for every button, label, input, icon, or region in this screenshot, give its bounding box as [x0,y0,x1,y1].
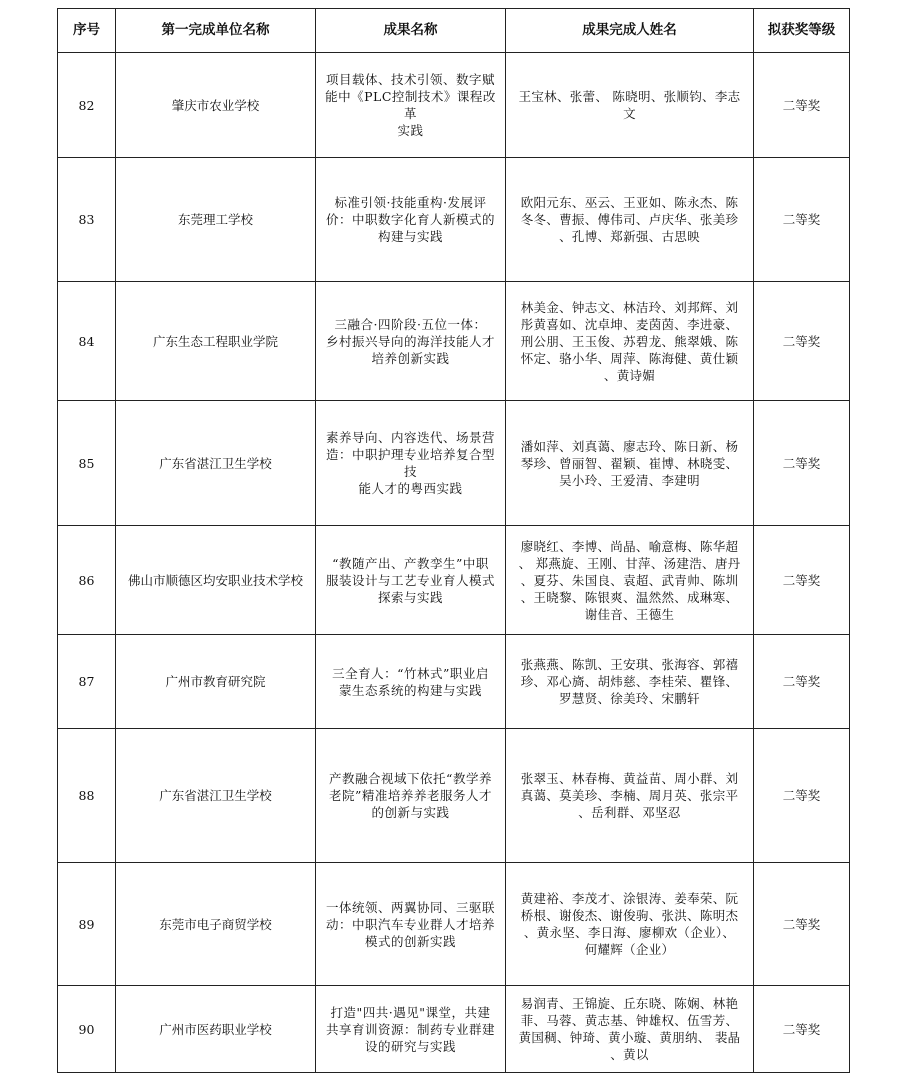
cell-unit: 佛山市顺德区均安职业技术学校 [116,526,316,635]
cell-names: 欧阳元东、巫云、王亚如、陈永杰、陈 冬冬、曹振、傅伟司、卢庆华、张美珍 、孔博、郑新强、古思映 [506,158,754,282]
cell-award: 二等奖 [754,986,850,1073]
cell-names: 张燕燕、陈凯、王安琪、张海容、郭禧 珍、邓心旖、胡炜慈、李桂荣、瞿锋、 罗慧贤、徐美玲、宋鹏轩 [506,635,754,729]
cell-award: 二等奖 [754,526,850,635]
cell-award: 二等奖 [754,282,850,401]
table-header-row [58,9,850,53]
cell-award: 二等奖 [754,729,850,863]
header-award: 拟获奖等级 [754,9,850,53]
cell-unit: 广东省湛江卫生学校 [116,729,316,863]
cell-names: 黄建裕、李茂才、涂银涛、姜奉荣、阮 桥根、谢俊杰、谢俊驹、张洪、陈明杰 、黄永坚、李日海、廖柳欢（企业）、 何耀辉（企业） [506,863,754,986]
cell-title: 产教融合视域下依托“教学养 老院”精准培养养老服务人才 的创新与实践 [316,729,506,863]
header-title: 成果名称 [316,9,506,53]
cell-names: 廖晓红、李博、尚晶、喻意梅、陈华超 、 郑燕旋、王刚、甘萍、汤建浩、唐丹 、夏芬、朱国良、袁超、武青帅、陈圳 、王晓黎、陈银爽、温然然、成琳寒、 谢佳音、王德生 [506,526,754,635]
cell-unit: 肇庆市农业学校 [116,53,316,158]
table-row [58,282,850,401]
table-row [58,863,850,986]
cell-names: 林美金、钟志文、林洁玲、刘邦辉、刘 彤黄喜如、沈卓坤、麦茵茵、李进豪、 刑公朋、王玉俊、苏碧龙、熊翠娥、陈 怀定、骆小华、周萍、陈海健、黄仕颖 、黄诗媚 [506,282,754,401]
cell-title: 三全育人：“竹林式”职业启 蒙生态系统的构建与实践 [316,635,506,729]
cell-award: 二等奖 [754,635,850,729]
cell-title: 素养导向、内容迭代、场景营 造：中职护理专业培养复合型技 能人才的粤西实践 [316,401,506,526]
cell-unit: 东莞理工学校 [116,158,316,282]
cell-unit: 广东生态工程职业学院 [116,282,316,401]
cell-title: 三融合·四阶段·五位一体： 乡村振兴导向的海洋技能人才 培养创新实践 [316,282,506,401]
cell-number: 83 [58,158,116,282]
cell-number: 85 [58,401,116,526]
cell-number: 89 [58,863,116,986]
cell-title: 一体统领、两翼协同、三驱联 动：中职汽车专业群人才培养 模式的创新实践 [316,863,506,986]
cell-unit: 广州市医药职业学校 [116,986,316,1073]
cell-award: 二等奖 [754,53,850,158]
cell-number: 86 [58,526,116,635]
header-number: 序号 [58,9,116,53]
cell-unit: 东莞市电子商贸学校 [116,863,316,986]
table-row [58,635,850,729]
cell-names: 王宝林、张蕾、 陈晓明、张顺钧、李志 文 [506,53,754,158]
header-unit: 第一完成单位名称 [116,9,316,53]
cell-unit: 广东省湛江卫生学校 [116,401,316,526]
table-row [58,729,850,863]
cell-title: 标准引领·技能重构·发展评 价：中职数字化育人新模式的 构建与实践 [316,158,506,282]
cell-names: 易润青、王锦旋、丘东晓、陈娴、林艳 菲、马蓉、黄志基、钟雄权、伍雪芳、 黄国稠、钟琦、黄小璇、黄朋纳、 裴晶 、黄以 [506,986,754,1073]
cell-title: “教随产出、产教孪生”中职 服装设计与工艺专业育人模式 探索与实践 [316,526,506,635]
cell-title: 项目载体、技术引领、数字赋 能中《PLC控制技术》课程改革 实践 [316,53,506,158]
header-names: 成果完成人姓名 [506,9,754,53]
cell-number: 84 [58,282,116,401]
cell-award: 二等奖 [754,863,850,986]
cell-names: 潘如萍、刘真蔼、廖志玲、陈日新、杨 琴珍、曾丽智、翟颖、崔博、林晓雯、 吴小玲、王爱清、李建明 [506,401,754,526]
table-row [58,53,850,158]
cell-award: 二等奖 [754,401,850,526]
cell-number: 88 [58,729,116,863]
cell-unit: 广州市教育研究院 [116,635,316,729]
cell-number: 82 [58,53,116,158]
table-row [58,401,850,526]
table-row [58,158,850,282]
cell-names: 张翠玉、林春梅、黄益苗、周小群、刘 真蔼、莫美珍、李楠、周月英、张宗平 、岳利群、邓坚忍 [506,729,754,863]
table-row [58,526,850,635]
cell-number: 87 [58,635,116,729]
table-row [58,986,850,1073]
cell-award: 二等奖 [754,158,850,282]
awards-table [57,8,850,1073]
cell-title: 打造"四共·遇见"课堂，共建 共享育训资源：制药专业群建 设的研究与实践 [316,986,506,1073]
cell-number: 90 [58,986,116,1073]
